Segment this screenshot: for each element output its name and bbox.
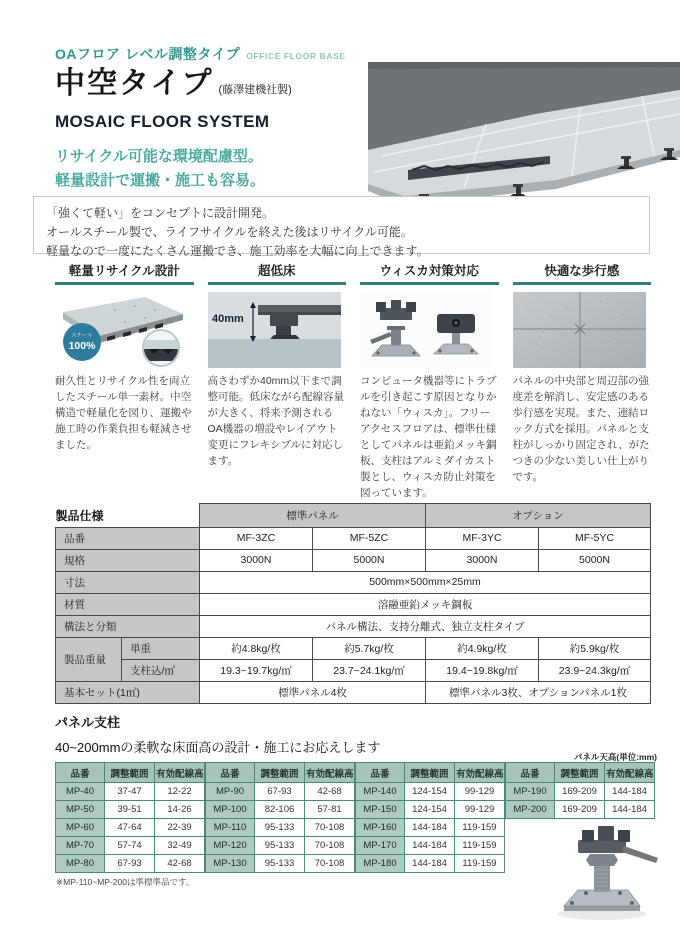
feature-whisker (360, 261, 499, 501)
category-label-en: OFFICE FLOOR BASE (246, 51, 346, 61)
pedestal-value-cell: 144-184 (405, 837, 455, 855)
feature-recycle-photo (55, 292, 194, 368)
table-row (56, 659, 651, 681)
pedestal-value-cell: 169-209 (555, 801, 605, 819)
pedestal-value-cell: 169-209 (555, 783, 605, 801)
feature-low-floor-body: 高さわずか40mm以下まで調整可能。低床ながら配線容量が大きく、将来予測されるOA機器の増設やレイアウト変更にフレキシブルに対応します。 (207, 375, 344, 467)
pedestal-subtitle: 40~200mmの柔軟な床面高の設計・施工にお応えします (55, 740, 381, 755)
pedestal-col-header-1: 品番 (506, 763, 555, 783)
pedestal-value-cell: 124-154 (405, 801, 455, 819)
pedestals-illustration (360, 292, 493, 368)
feature-whisker-title: ウィスカ対策対応 (379, 264, 479, 278)
pedestal-value-cell: 119-159 (455, 819, 505, 837)
pedestal-col-header-2: 調整範囲 (255, 763, 305, 783)
badge-text-100: 100% (68, 340, 96, 352)
pedestal-value-cell: 47-64 (105, 819, 155, 837)
category-label-jp: OAフロア レベル調整タイプ (55, 46, 241, 62)
pedestal-value-cell: 57-81 (305, 801, 355, 819)
spec-cell: 5000N (539, 549, 651, 571)
intro-line-3: 軽量なので一度にたくさん運搬でき、施工効率を大幅に向上できます。 (46, 244, 429, 258)
spec-cell: 約5.7kg/枚 (313, 637, 426, 659)
spec-cell: 標準パネル4枚 (200, 681, 426, 703)
spec-cell: MF-5ZC (313, 527, 426, 549)
pedestal-value-cell: 14-26 (155, 801, 205, 819)
feature-underline-bar (208, 282, 347, 285)
table-row (56, 837, 205, 855)
pedestal-table-group-3 (355, 762, 505, 873)
pedestal-photo (534, 814, 670, 936)
spec-cell: MF-5YC (539, 527, 651, 549)
spec-sub-label: 支柱込/㎡ (122, 659, 200, 681)
table-row (356, 819, 505, 837)
table-row (506, 783, 655, 801)
spec-band-standard: 標準パネル (200, 504, 426, 528)
pedestal-value-cell: 42-68 (155, 855, 205, 873)
pedestal-value-cell: 95-133 (255, 855, 305, 873)
pedestal-value-cell: 95-133 (255, 837, 305, 855)
pedestal-value-cell: 32-49 (155, 837, 205, 855)
pedestal-model-cell: MP-160 (356, 819, 405, 837)
spec-row-label: 基本セット(1㎡) (56, 681, 200, 703)
pedestal-table-group-4 (505, 762, 655, 819)
pedestal-model-cell: MP-120 (206, 837, 255, 855)
pedestal-unit-note: パネル天高(単位:mm) (573, 752, 657, 762)
table-row (356, 783, 505, 801)
intro-line-1: 「強くて軽い」をコンセプトに設計開発。 (46, 206, 275, 220)
spec-cell: 約4.9kg/枚 (426, 637, 539, 659)
spec-cell: 19.4~19.8kg/㎡ (426, 659, 539, 681)
spec-cell: 23.9~24.3kg/㎡ (539, 659, 651, 681)
table-row (56, 783, 205, 801)
table-row (356, 855, 505, 873)
spec-cell: 約4.8kg/枚 (200, 637, 313, 659)
pedestal-value-cell: 124-154 (405, 783, 455, 801)
pedestal-footnote: ※MP-110~MP-200は準標準品です。 (56, 877, 195, 887)
spec-cell: MF-3ZC (200, 527, 313, 549)
spec-cell: 3000N (200, 549, 313, 571)
pedestal-value-cell: 37-47 (105, 783, 155, 801)
pedestal-col-header-2: 調整範囲 (105, 763, 155, 783)
pedestal-model-cell: MP-100 (206, 801, 255, 819)
pedestal-value-cell: 144-184 (605, 783, 655, 801)
spec-table (55, 503, 651, 704)
spec-cell: MF-3YC (426, 527, 539, 549)
pedestal-value-cell: 70-108 (305, 819, 355, 837)
taglines (55, 145, 385, 193)
feature-walking (513, 261, 652, 501)
feature-recycle-title: 軽量リサイクル設計 (68, 264, 180, 278)
pedestal-col-header-3: 有効配線高 (305, 763, 355, 783)
spec-row-label: 材質 (56, 593, 200, 615)
spec-row-label: 製品重量 (56, 637, 122, 681)
table-row (356, 837, 505, 855)
pedestal-model-cell: MP-130 (206, 855, 255, 873)
spec-band-option: オプション (426, 504, 651, 528)
spec-row-label: 品番 (56, 527, 200, 549)
pedestal-model-cell: MP-90 (206, 783, 255, 801)
pedestal-value-cell: 67-93 (105, 855, 155, 873)
spec-caption: 製品仕様 (56, 504, 200, 528)
table-row (356, 763, 505, 783)
table-row (56, 527, 651, 549)
spec-section (55, 503, 650, 704)
pedestal-col-header-3: 有効配線高 (605, 763, 655, 783)
pedestal-col-header-3: 有効配線高 (455, 763, 505, 783)
spec-cell: パネル構法、支持分離式、独立支柱タイプ (200, 615, 651, 637)
table-row (56, 615, 651, 637)
feature-low-floor-photo (208, 292, 347, 368)
spec-row-label: 規格 (56, 549, 200, 571)
table-row (206, 763, 355, 783)
table-row (206, 801, 355, 819)
intro-line-2: オールスチール製で、ライフサイクルを終えた後はリサイクル可能。 (46, 225, 413, 239)
pedestal-table-group-1 (55, 762, 205, 873)
spec-cell: 23.7~24.1kg/㎡ (313, 659, 426, 681)
pedestal-value-cell: 95-133 (255, 819, 305, 837)
pedestal-model-cell: MP-110 (206, 819, 255, 837)
pedestal-value-cell: 119-159 (455, 855, 505, 873)
system-name: MOSAIC FLOOR SYSTEM (55, 112, 270, 131)
table-row (356, 801, 505, 819)
table-row (56, 637, 651, 659)
spec-sub-label: 単重 (122, 637, 200, 659)
table-row (56, 549, 651, 571)
pedestal-value-cell: 82-106 (255, 801, 305, 819)
pedestal-col-header-1: 品番 (56, 763, 105, 783)
pedestal-model-cell: MP-190 (506, 783, 555, 801)
spec-row-label: 構法と分類 (56, 615, 200, 637)
spec-cell: 3000N (426, 549, 539, 571)
table-row (56, 571, 651, 593)
feature-low-floor (208, 261, 347, 501)
hero-floor-photo (368, 56, 680, 208)
pedestal-model-cell: MP-70 (56, 837, 105, 855)
pedestal-value-cell: 22-39 (155, 819, 205, 837)
table-row (56, 801, 205, 819)
table-row (206, 819, 355, 837)
pedestal-model-cell: MP-80 (56, 855, 105, 873)
pedestal-col-header-2: 調整範囲 (555, 763, 605, 783)
pedestal-title: パネル支柱 (55, 715, 121, 730)
feature-recycle (55, 261, 194, 501)
pedestal-model-cell: MP-170 (356, 837, 405, 855)
pedestal-value-cell: 12-22 (155, 783, 205, 801)
pedestal-table-group-2 (205, 762, 355, 873)
steel-panel-illustration (55, 292, 188, 368)
panel-surface-illustration (513, 292, 646, 368)
spec-cell: 5000N (313, 549, 426, 571)
hero-floor-illustration (368, 56, 680, 208)
pedestal-value-cell: 119-159 (455, 837, 505, 855)
table-row (56, 855, 205, 873)
table-row (56, 819, 205, 837)
spec-cell: 500mm×500mm×25mm (200, 571, 651, 593)
feature-underline-bar (360, 282, 499, 285)
feature-underline-bar (55, 282, 194, 285)
pedestal-model-cell: MP-200 (506, 801, 555, 819)
manufacturer-note: (藤澤建機社製) (218, 84, 292, 96)
pedestal-value-cell: 39-51 (105, 801, 155, 819)
pedestal-value-cell: 70-108 (305, 837, 355, 855)
table-row (506, 763, 655, 783)
pedestal-model-cell: MP-50 (56, 801, 105, 819)
feature-walking-title: 快適な歩行感 (544, 264, 620, 278)
pedestal-col-header-1: 品番 (356, 763, 405, 783)
feature-columns (55, 261, 651, 501)
feature-walking-photo (513, 292, 652, 368)
table-row (206, 855, 355, 873)
table-row (206, 837, 355, 855)
page-title-text: 中空タイプ (55, 67, 214, 100)
pedestal-model-cell: MP-180 (356, 855, 405, 873)
page-title (55, 67, 385, 107)
spec-cell: 標準パネル3枚、オプションパネル1枚 (426, 681, 651, 703)
pedestal-value-cell: 57-74 (105, 837, 155, 855)
intro-box (33, 196, 650, 258)
pedestal-illustration (534, 814, 670, 936)
feature-low-floor-title: 超低床 (257, 264, 296, 278)
pedestal-col-header-2: 調整範囲 (405, 763, 455, 783)
pedestal-col-header-3: 有効配線高 (155, 763, 205, 783)
pedestal-model-cell: MP-60 (56, 819, 105, 837)
pedestal-value-cell: 67-93 (255, 783, 305, 801)
feature-recycle-body: 耐久性とリサイクル性を両立したスチール単一素材。中空構造で軽量化を図り、運搬や施工時の作業負担も軽減させました。 (55, 375, 192, 451)
measure-label: 40mm (211, 313, 244, 325)
pedestal-model-cell: MP-140 (356, 783, 405, 801)
spec-cell: 溶融亜鉛メッキ鋼板 (200, 593, 651, 615)
badge-text-steel: スチール (71, 333, 93, 339)
masthead (55, 44, 385, 193)
spec-row-label: 寸法 (56, 571, 200, 593)
pedestal-model-cell: MP-150 (356, 801, 405, 819)
pedestal-value-cell: 144-184 (405, 855, 455, 873)
pedestal-value-cell: 70-108 (305, 855, 355, 873)
tagline-1: リサイクル可能な環境配慮型。 (55, 148, 263, 165)
pedestal-value-cell: 99-129 (455, 801, 505, 819)
table-row (56, 504, 651, 528)
feature-walking-body: パネルの中央部と周辺部の強度差を解消し、安定感のある歩行感を実現。また、連結ロック方式を採用。パネルと支柱がしっかり固定され、がたつきの少ない美しい仕上がりです。 (512, 375, 650, 483)
pedestal-value-cell: 99-129 (455, 783, 505, 801)
feature-whisker-photo (360, 292, 499, 368)
category-label (55, 44, 385, 64)
table-row (56, 763, 205, 783)
spec-cell: 約5.9kg/枚 (539, 637, 651, 659)
pedestal-value-cell: 144-184 (405, 819, 455, 837)
table-row (56, 681, 651, 703)
spec-cell: 19.3~19.7kg/㎡ (200, 659, 313, 681)
table-row (56, 593, 651, 615)
pedestal-col-header-1: 品番 (206, 763, 255, 783)
pedestal-model-cell: MP-40 (56, 783, 105, 801)
pedestal-value-cell: 42-68 (305, 783, 355, 801)
feature-whisker-body: コンピュータ機器等にトラブルを引き起こす原因となりかねない「ウィスカ」。フリーアクセスフロアは、標準仕様としてパネルは亜鉛メッキ鋼板、支柱はアルミダイカスト製とし、ウィスカ防止対策を図っています。 (360, 375, 497, 499)
feature-underline-bar (513, 282, 652, 285)
tagline-2: 軽量設計で運搬・施工も容易。 (55, 172, 266, 189)
pedestal-value-cell: 144-184 (605, 801, 655, 819)
table-row (206, 783, 355, 801)
low-height-illustration (208, 292, 341, 368)
